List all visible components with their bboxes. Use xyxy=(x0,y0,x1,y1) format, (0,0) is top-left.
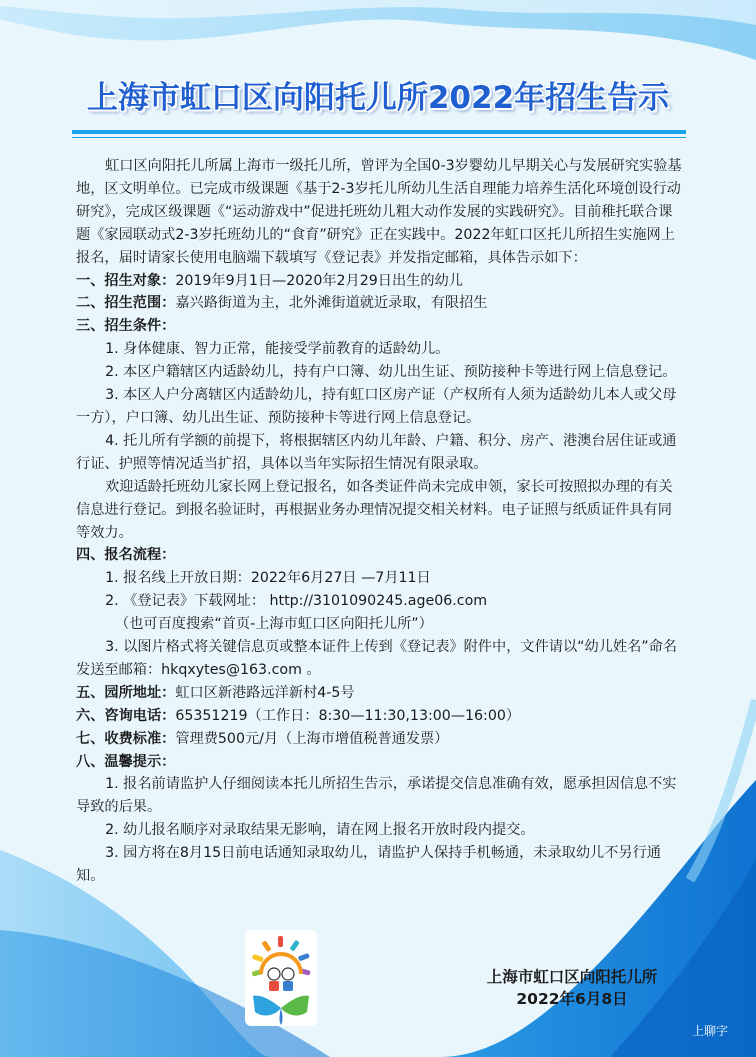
section-tips-label: 八、温馨提示： xyxy=(76,753,176,770)
section-text: 虹口区新港路远洋新村4-5号 xyxy=(175,684,355,701)
section-label: 五、园所地址： xyxy=(76,684,176,701)
process-item: 3. 以图片格式将关键信息页或整本证件上传到《登记表》附件中，文件请以“幼儿姓名”命名发送至邮箱：hkqxytes@163.com 。 xyxy=(76,639,677,678)
condition-item: 2. 本区户籍辖区内适龄幼儿，持有户口簿、幼儿出生证、预防接种卡等进行网上信息登记。 xyxy=(105,364,677,381)
title-rule-thick xyxy=(72,130,686,134)
process-item: 1. 报名线上开放日期：2022年6月27日 —7月11日 xyxy=(105,570,431,587)
process-item xyxy=(76,590,686,613)
section-fee xyxy=(76,728,686,751)
tip-item: 3. 园方将在8月15日前电话通知录取幼儿，请监护人保持手机畅通，未录取幼儿不另行通知。 xyxy=(76,845,661,885)
section-scope xyxy=(76,292,686,315)
condition-note: 欢迎适龄托班幼儿家长网上登记报名，如各类证件尚未完成申领，家长可按照拟办理的有关信息进行登记。到报名验证时，再根据业务办理情况提交相关材料。电子证照与纸质证件具有同等效力。 xyxy=(76,478,673,541)
signature-date: 2022年6月8日 xyxy=(516,990,628,1008)
section-label: 七、收费标准： xyxy=(76,730,176,747)
section-label: 一、招生对象： xyxy=(76,272,176,289)
signature-block xyxy=(462,966,682,1010)
notice-body xyxy=(76,155,686,888)
section-target xyxy=(76,270,686,293)
section-process-label: 四、报名流程： xyxy=(76,547,176,564)
section-text: 2019年9月1日—2020年2月29日出生的幼儿 xyxy=(175,272,463,289)
section-label: 六、咨询电话： xyxy=(76,707,176,724)
tip-item: 1. 报名前请监护人仔细阅读本托儿所招生告示，承诺提交信息准确有效，愿承担因信息不实导致的后果。 xyxy=(76,776,677,816)
sun-children-hands-logo-icon xyxy=(245,930,317,1026)
section-text: 65351219（工作日：8:30—11:30,13:00—16:00） xyxy=(175,707,521,724)
section-phone xyxy=(76,705,686,728)
section-label: 二、招生范围： xyxy=(76,295,176,312)
condition-item: 1. 身体健康、智力正常，能接受学前教育的适龄幼儿。 xyxy=(105,341,450,358)
notice-title: 上海市虹口区向阳托儿所2022年招生告示 xyxy=(86,80,670,116)
condition-item: 4. 托儿所有学额的前提下，将根据辖区内幼儿年龄、户籍、积分、房产、港澳台居住证或通行证、护照等情况适当扩招，具体以当年实际招生情况有限录取。 xyxy=(76,432,677,472)
condition-item: 3. 本区人户分离辖区内适龄幼儿，持有虹口区房产证（产权所有人须为适龄幼儿本人或父母一方），户口簿、幼儿出生证、预防接种卡等进行网上信息登记。 xyxy=(76,387,677,426)
tip-item: 2. 幼儿报名顺序对录取结果无影响，请在网上报名开放时段内提交。 xyxy=(105,822,535,839)
section-text: 管理费500元/月（上海市增值税普通发票） xyxy=(175,730,449,747)
section-address xyxy=(76,682,686,705)
process-note: （也可百度搜索“首页-上海市虹口区向阳托儿所”） xyxy=(115,616,433,633)
title-rule-thin xyxy=(72,137,686,138)
download-link[interactable]: 2. 《登记表》下载网址： http://3101090245.age06.com xyxy=(105,593,488,610)
intro-paragraph: 虹口区向阳托儿所属上海市一级托儿所，曾评为全国0-3岁婴幼儿早期关心与发展研究实验基地，区文明单位。已完成市级课题《基于2-3岁托儿所幼儿生活自理能力培养生活化环境创设行动研究》，完成区级课题《“运动游戏中”促进托班幼儿粗大动作发展的实践研究》。目前稚托联合课题《家园联动式2-3岁托班幼儿的“食育”研究》正在实践中。2022年虹口区托儿所招生实施网上报名，届时请家长使用电脑端下载填写《登记表》并发指定邮箱，具体告示如下： xyxy=(76,158,682,266)
section-text: 嘉兴路街道为主，北外滩街道就近录取，有限招生 xyxy=(175,295,488,312)
signature-org: 上海市虹口区向阳托儿所 xyxy=(486,968,658,986)
watermark: 上聊字 xyxy=(692,1024,729,1038)
section-conditions-label: 三、招生条件： xyxy=(76,318,176,335)
